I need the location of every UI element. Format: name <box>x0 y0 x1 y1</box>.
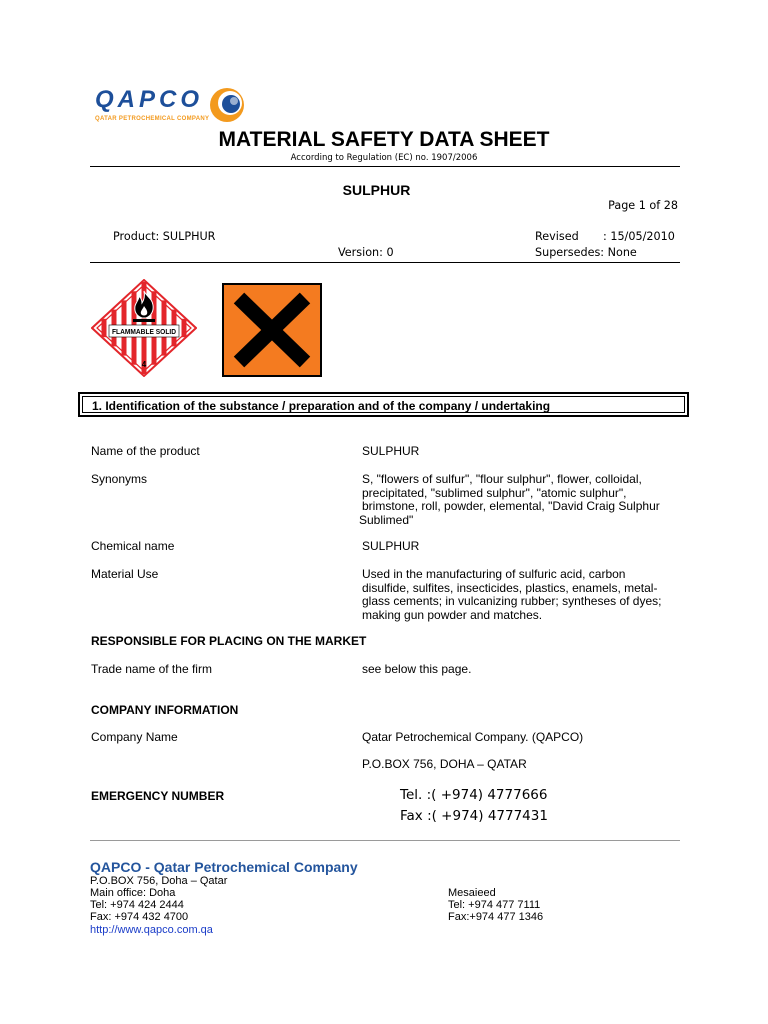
flammable-solid-diamond-icon <box>91 279 197 377</box>
footer-site-fax: Fax:+974 477 1346 <box>448 911 544 923</box>
footer-address: P.O.BOX 756, Doha – Qatar <box>90 875 228 887</box>
qapco-logo <box>93 84 253 128</box>
footer-divider <box>90 840 680 841</box>
company-address: P.O.BOX 756, DOHA – QATAR <box>362 757 527 771</box>
product-name-value: SULPHUR <box>362 444 420 458</box>
revised-date: : 15/05/2010 <box>603 230 675 243</box>
synonyms-value-line: brimstone, roll, powder, elemental, "David Craig Sulphur <box>362 499 660 513</box>
chemical-name-value: SULPHUR <box>362 539 420 553</box>
footer-company-name: QAPCO - Qatar Petrochemical Company <box>90 859 358 875</box>
footer-main-office: Main office: Doha <box>90 887 176 899</box>
synonyms-label: Synonyms <box>91 472 148 486</box>
footer-site-tel: Tel: +974 477 7111 <box>448 899 541 911</box>
meta-divider <box>90 262 680 263</box>
trade-name-label: Trade name of the firm <box>91 662 212 676</box>
revised-label: Revised <box>535 230 579 243</box>
footer-site-name: Mesaieed <box>448 887 496 899</box>
logo-wordmark: QAPCO <box>95 86 204 113</box>
footer-main-tel: Tel: +974 424 2444 <box>90 899 184 911</box>
document-title: MATERIAL SAFETY DATA SHEET <box>218 128 550 151</box>
material-use-value-line: glass cements; in vulcanizing rubber; syntheses of dyes; <box>362 594 662 608</box>
section-1-title: 1. Identification of the substance / preparation and of the company / undertaking <box>92 399 551 413</box>
product-name-label: Name of the product <box>91 444 200 458</box>
irritant-x-icon <box>222 283 322 377</box>
logo-tagline: QATAR PETROCHEMICAL COMPANY <box>95 116 210 122</box>
responsible-heading: RESPONSIBLE FOR PLACING ON THE MARKET <box>91 634 367 648</box>
page-indicator: Page 1 of 28 <box>608 199 678 212</box>
synonyms-value-line: Sublimed" <box>359 513 414 527</box>
synonyms-value-line: S, "flowers of sulfur", "flour sulphur", flower, colloidal, <box>362 472 642 486</box>
synonyms-value-line: precipitated, "sublimed sulphur", "atomic sulphur", <box>362 486 627 500</box>
product-heading: SULPHUR <box>342 182 411 198</box>
material-use-value-line: Used in the manufacturing of sulfuric acid, carbon <box>362 567 626 581</box>
header-divider <box>90 166 680 167</box>
company-information-heading: COMPANY INFORMATION <box>91 703 239 717</box>
qapco-emblem-icon <box>207 86 247 124</box>
regulation-reference: According to Regulation (EC) no. 1907/2006 <box>290 153 478 163</box>
section-1-inner-border <box>82 396 685 413</box>
product-label: Product: SULPHUR <box>113 230 216 243</box>
footer-website-link[interactable]: http://www.qapco.com.qa <box>90 924 213 936</box>
hazard-class-label: FLAMMABLE SOLID <box>112 329 176 336</box>
emergency-tel: Tel. :( +974) 4777666 <box>400 787 548 803</box>
material-use-value-line: disulfide, sulfites, insecticides, plastics, enamels, metal- <box>362 581 658 595</box>
emergency-number-label: EMERGENCY NUMBER <box>91 789 225 803</box>
version-label: Version: 0 <box>338 246 394 259</box>
company-name-value: Qatar Petrochemical Company. (QAPCO) <box>362 730 584 744</box>
chemical-name-label: Chemical name <box>91 539 175 553</box>
supersedes-label: Supersedes: None <box>535 246 637 259</box>
company-name-label: Company Name <box>91 730 178 744</box>
trade-name-value: see below this page. <box>362 662 472 676</box>
material-use-value-line: making gun powder and matches. <box>362 608 543 622</box>
hazard-class-number: 4 <box>141 360 147 369</box>
section-1-header <box>78 392 689 417</box>
emergency-fax: Fax :( +974) 4777431 <box>400 808 548 824</box>
material-use-label: Material Use <box>91 567 159 581</box>
footer-main-fax: Fax: +974 432 4700 <box>90 911 189 923</box>
